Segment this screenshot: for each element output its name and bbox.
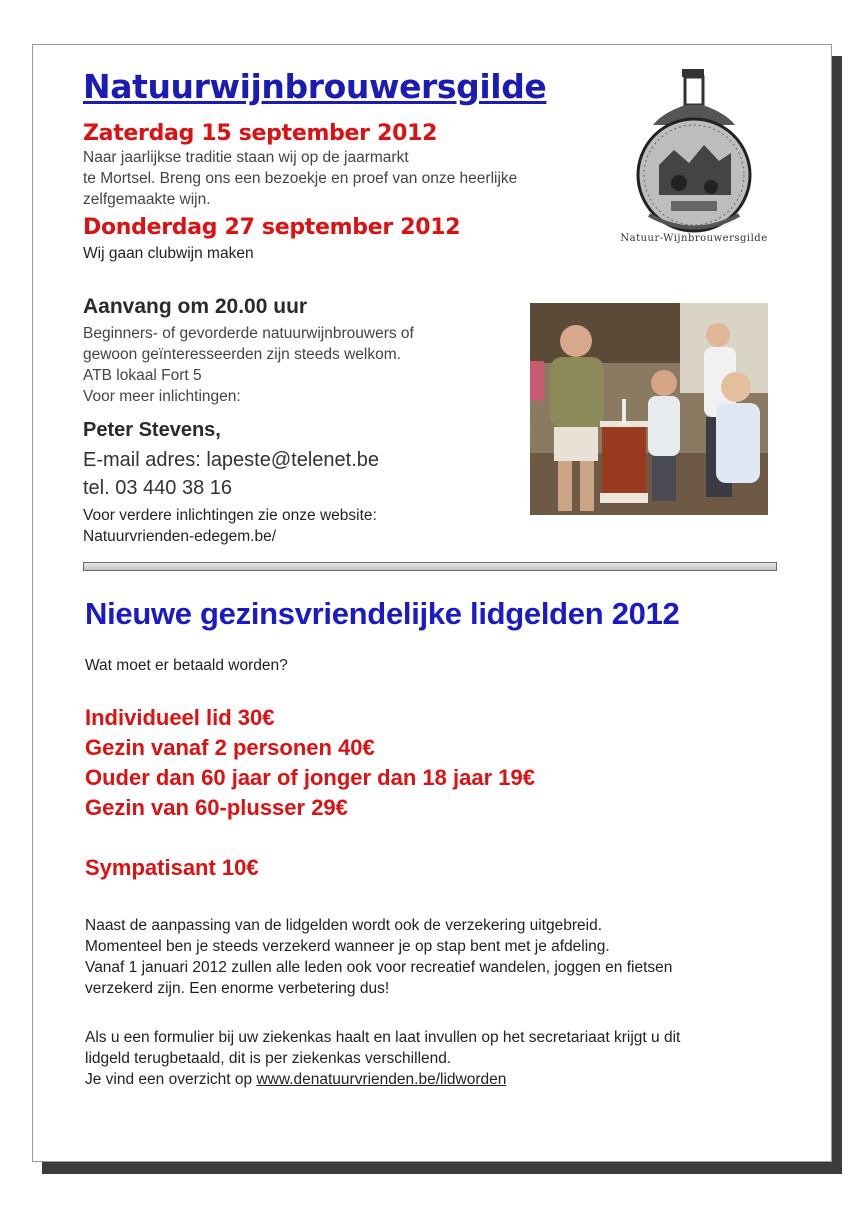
start-heading: Aanvang om 20.00 uur bbox=[83, 295, 308, 318]
fees-title: Nieuwe gezinsvriendelijke lidgelden 2012 bbox=[85, 596, 680, 631]
text-line: Momenteel ben je steeds verzekerd wanneer je op stap bent met je afdeling. bbox=[85, 938, 610, 955]
event2-text: Wij gaan clubwijn maken bbox=[83, 245, 254, 262]
text-line: Voor meer inlichtingen: bbox=[83, 388, 241, 405]
info-text bbox=[83, 323, 414, 407]
flyer-page bbox=[32, 44, 832, 1162]
club-title: Natuurwijnbrouwersgilde bbox=[83, 67, 547, 106]
fee-item: Individueel lid 30€ bbox=[85, 705, 275, 730]
overview-prefix: Je vind een overzicht op bbox=[85, 1071, 257, 1088]
demijohn-bottle-icon bbox=[619, 65, 769, 255]
insurance-paragraph bbox=[85, 915, 815, 999]
text-line: gewoon geïnteresseerden zijn steeds welkom. bbox=[83, 346, 401, 363]
fee-item: Gezin vanaf 2 personen 40€ bbox=[85, 735, 375, 760]
text-line: te Mortsel. Breng ons een bezoekje en proef van onze heerlijke bbox=[83, 170, 518, 187]
contact-email: E-mail adres: lapeste@telenet.be bbox=[83, 449, 380, 471]
text-line: Naar jaarlijkse traditie staan wij op de jaarmarkt bbox=[83, 149, 409, 166]
photo-image bbox=[530, 303, 768, 515]
section-divider bbox=[83, 562, 777, 571]
winemaking-photo bbox=[530, 303, 768, 515]
gilde-logo bbox=[619, 65, 769, 255]
website-link[interactable]: Natuurvrienden-edegem.be/ bbox=[83, 528, 277, 545]
text-line: Als u een formulier bij uw ziekenkas haalt en laat invullen op het secretariaat krijgt u dit bbox=[85, 1029, 681, 1046]
text-line: verzekerd zijn. Een enorme verbetering dus! bbox=[85, 980, 390, 997]
event1-date: Zaterdag 15 september 2012 bbox=[83, 121, 438, 146]
event1-text bbox=[83, 147, 517, 210]
fee-item: Ouder dan 60 jaar of jonger dan 18 jaar 19€ bbox=[85, 765, 535, 790]
text-line: Naast de aanpassing van de lidgelden wordt ook de verzekering uitgebreid. bbox=[85, 917, 603, 934]
website-text bbox=[83, 505, 377, 547]
event2-date: Donderdag 27 september 2012 bbox=[83, 215, 461, 240]
text-line: Vanaf 1 januari 2012 zullen alle leden ook voor recreatief wandelen, joggen en fietsen bbox=[85, 959, 673, 976]
fee-item: Gezin van 60-plusser 29€ bbox=[85, 795, 348, 820]
logo-caption: Natuur-Wijnbrouwersgilde bbox=[620, 233, 768, 244]
fees-list bbox=[85, 703, 535, 823]
text-line: Beginners- of gevorderde natuurwijnbrouwers of bbox=[83, 325, 414, 342]
text-line: zelfgemaakte wijn. bbox=[83, 191, 211, 208]
overview-line bbox=[85, 1069, 815, 1090]
contact-phone: tel. 03 440 38 16 bbox=[83, 477, 233, 499]
text-line: lidgeld terugbetaald, dit is per ziekenkas verschillend. bbox=[85, 1050, 452, 1067]
overview-link[interactable]: www.denatuurvrienden.be/lidworden bbox=[256, 1071, 507, 1088]
refund-paragraph bbox=[85, 1027, 815, 1090]
sympathizer-fee: Sympatisant 10€ bbox=[85, 855, 259, 880]
text-line: Voor verdere inlichtingen zie onze website: bbox=[83, 507, 377, 524]
fees-question: Wat moet er betaald worden? bbox=[85, 657, 288, 674]
contact-name: Peter Stevens, bbox=[83, 419, 221, 441]
text-line: ATB lokaal Fort 5 bbox=[83, 367, 202, 384]
